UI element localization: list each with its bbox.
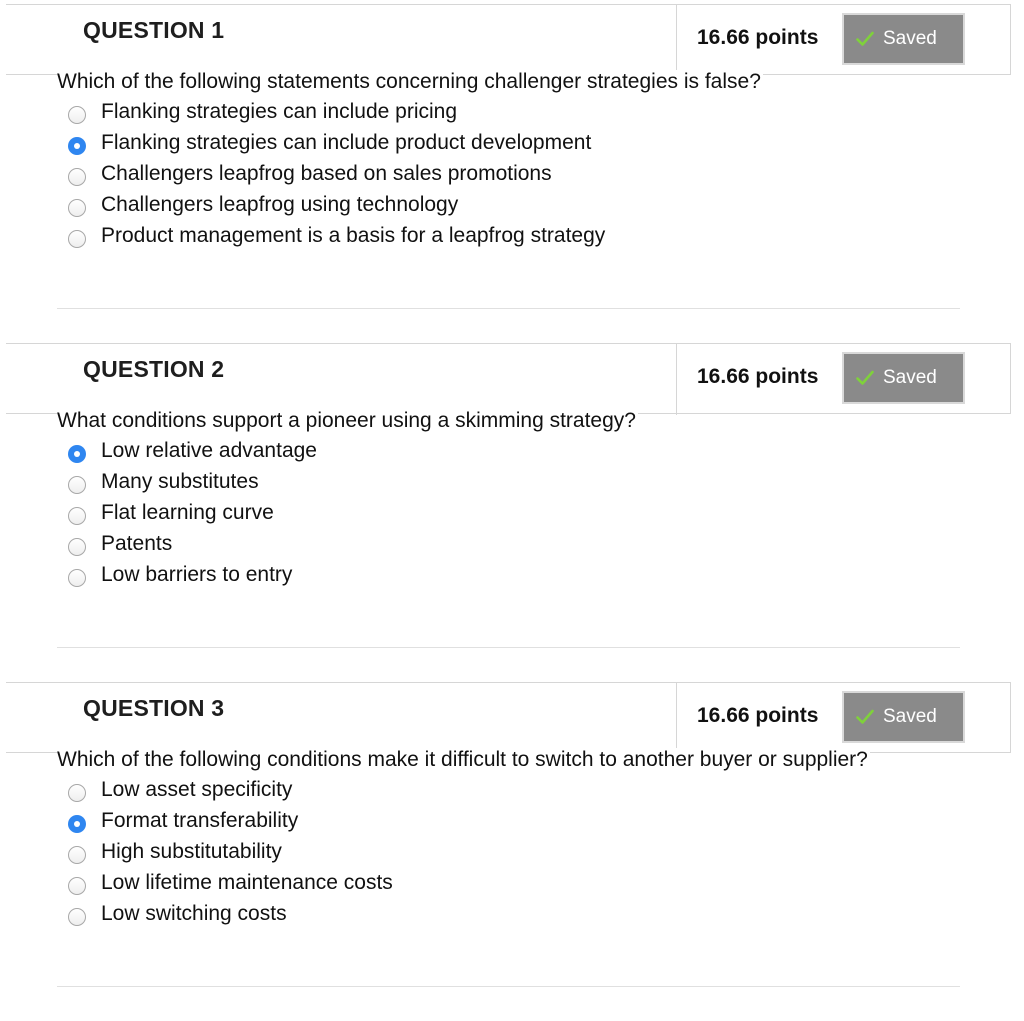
saved-status-button[interactable]	[842, 691, 965, 743]
answer-option[interactable]	[68, 127, 605, 158]
answer-option-label[interactable]: Many substitutes	[101, 469, 259, 493]
saved-status-button[interactable]	[842, 13, 965, 65]
question-header	[6, 682, 1011, 753]
points-label: 16.66 points	[697, 26, 819, 49]
answer-option-label[interactable]: Challengers leapfrog using technology	[101, 192, 459, 216]
checkmark-icon	[856, 709, 874, 725]
answer-option[interactable]	[68, 528, 317, 559]
radio-button[interactable]	[68, 784, 86, 802]
answer-option-label[interactable]: High substitutability	[101, 839, 282, 863]
answer-option-label[interactable]: Flat learning curve	[101, 500, 274, 524]
question-1	[0, 4, 1024, 343]
radio-button[interactable]	[68, 106, 86, 124]
answer-option-label[interactable]: Low lifetime maintenance costs	[101, 870, 393, 894]
answer-option-label[interactable]: Low relative advantage	[101, 438, 317, 462]
question-prompt: Which of the following conditions make it difficult to switch to another buyer or supplier?	[57, 748, 868, 771]
radio-button[interactable]	[68, 230, 86, 248]
points-panel	[676, 683, 1017, 754]
question-prompt: What conditions support a pioneer using a skimming strategy?	[57, 409, 636, 432]
answer-option-label[interactable]: Low switching costs	[101, 901, 287, 925]
saved-status-label: Saved	[883, 28, 937, 49]
answer-option-label[interactable]: Low barriers to entry	[101, 562, 293, 586]
answer-options	[68, 96, 605, 251]
answer-option-label[interactable]: Format transferability	[101, 808, 299, 832]
question-title: QUESTION 3	[83, 695, 225, 721]
answer-option-label[interactable]: Product management is a basis for a leapfrog strategy	[101, 223, 606, 247]
saved-status-label: Saved	[883, 706, 937, 727]
answer-option[interactable]	[68, 836, 393, 867]
answer-option[interactable]	[68, 466, 317, 497]
question-3	[0, 682, 1024, 1021]
answer-option[interactable]	[68, 497, 317, 528]
answer-option-label[interactable]: Patents	[101, 531, 173, 555]
question-header	[6, 4, 1011, 75]
answer-option[interactable]	[68, 898, 393, 929]
answer-option-label[interactable]: Flanking strategies can include product development	[101, 130, 592, 154]
radio-button-selected[interactable]	[68, 137, 86, 155]
points-panel	[676, 344, 1017, 415]
answer-option-label[interactable]: Low asset specificity	[101, 777, 293, 801]
radio-button[interactable]	[68, 877, 86, 895]
question-divider	[57, 308, 960, 309]
radio-button[interactable]	[68, 908, 86, 926]
points-label: 16.66 points	[697, 704, 819, 727]
question-header	[6, 343, 1011, 414]
radio-button[interactable]	[68, 168, 86, 186]
answer-option[interactable]	[68, 805, 393, 836]
saved-status-label: Saved	[883, 367, 937, 388]
answer-option-label[interactable]: Flanking strategies can include pricing	[101, 99, 458, 123]
answer-option[interactable]	[68, 158, 605, 189]
answer-option[interactable]	[68, 559, 317, 590]
answer-options	[68, 435, 317, 590]
answer-option[interactable]	[68, 867, 393, 898]
answer-option[interactable]	[68, 189, 605, 220]
answer-option-label[interactable]: Challengers leapfrog based on sales promotions	[101, 161, 552, 185]
radio-button[interactable]	[68, 846, 86, 864]
radio-button[interactable]	[68, 199, 86, 217]
radio-button-selected[interactable]	[68, 815, 86, 833]
question-divider	[57, 986, 960, 987]
answer-options	[68, 774, 393, 929]
question-title: QUESTION 1	[83, 17, 225, 43]
question-divider	[57, 647, 960, 648]
radio-button[interactable]	[68, 569, 86, 587]
checkmark-icon	[856, 370, 874, 386]
question-2	[0, 343, 1024, 682]
radio-button-selected[interactable]	[68, 445, 86, 463]
points-panel	[676, 5, 1017, 76]
points-label: 16.66 points	[697, 365, 819, 388]
answer-option[interactable]	[68, 435, 317, 466]
saved-status-button[interactable]	[842, 352, 965, 404]
question-prompt: Which of the following statements concerning challenger strategies is false?	[57, 70, 761, 93]
checkmark-icon	[856, 31, 874, 47]
answer-option[interactable]	[68, 96, 605, 127]
radio-button[interactable]	[68, 507, 86, 525]
question-title: QUESTION 2	[83, 356, 225, 382]
radio-button[interactable]	[68, 476, 86, 494]
answer-option[interactable]	[68, 220, 605, 251]
answer-option[interactable]	[68, 774, 393, 805]
radio-button[interactable]	[68, 538, 86, 556]
